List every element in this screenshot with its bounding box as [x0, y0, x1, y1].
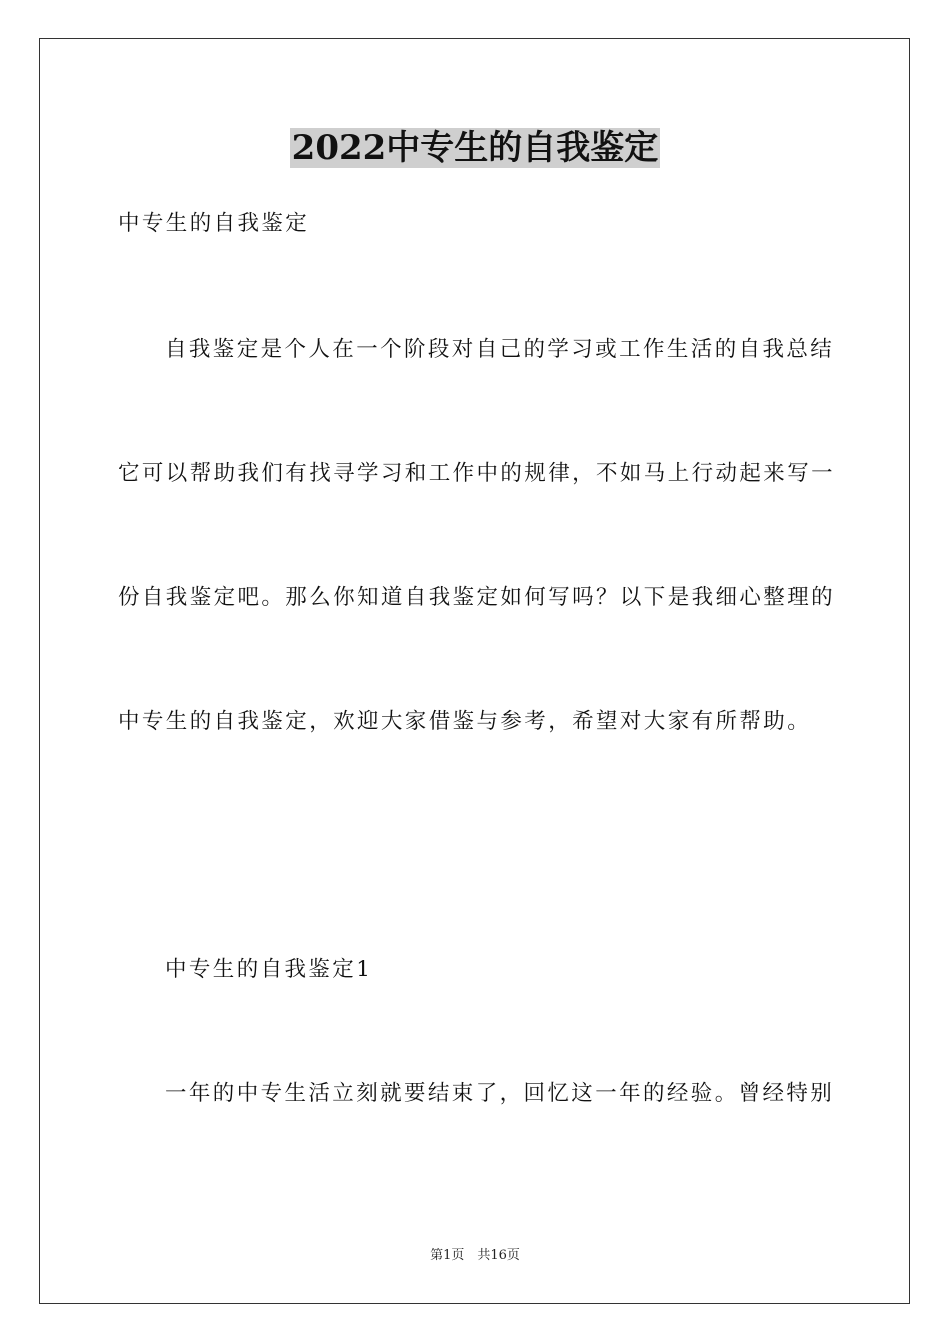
section-heading: 中专生的自我鉴定1 [165, 957, 373, 982]
paragraph-line: 一年的中专生活立刻就要结束了，回忆这一年的经验。曾经特别 [165, 1081, 835, 1106]
document-subtitle: 中专生的自我鉴定 [118, 211, 310, 236]
paragraph-line: 自我鉴定是个人在一个阶段对自己的学习或工作生活的自我总结 [165, 337, 835, 362]
page-footer: 第1页 共16页 [430, 1248, 520, 1263]
paragraph-line: 中专生的自我鉴定，欢迎大家借鉴与参考，希望对大家有所帮助。 [118, 709, 812, 734]
paragraph-line: 它可以帮助我们有找寻学习和工作中的规律，不如马上行动起来写一 [118, 461, 836, 486]
paragraph-line: 份自我鉴定吧。那么你知道自我鉴定如何写吗？以下是我细心整理的 [118, 585, 836, 610]
document-title: 2022中专生的自我鉴定 [291, 128, 659, 168]
